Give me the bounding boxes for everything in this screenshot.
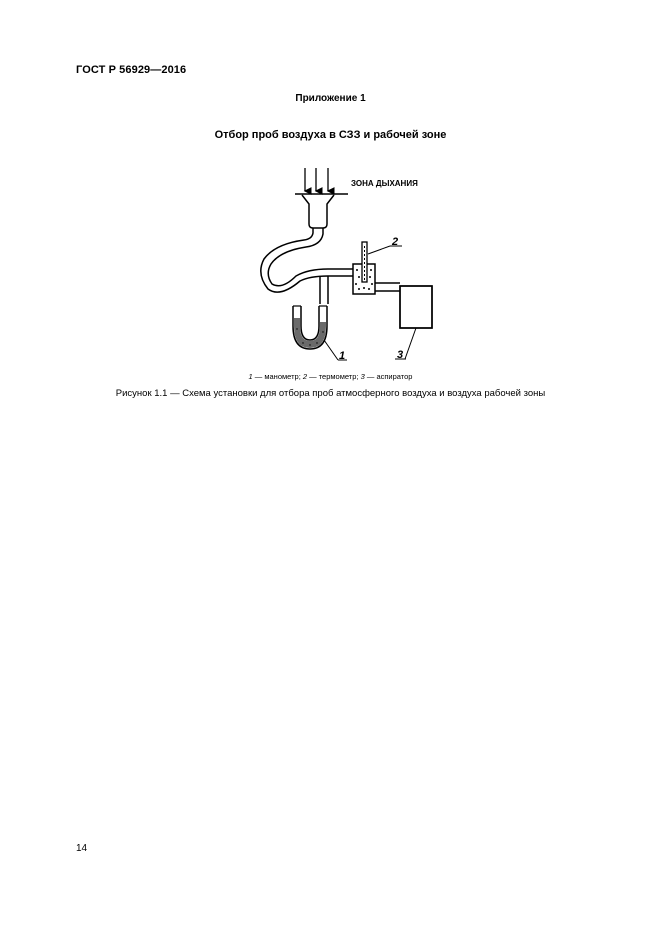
sampling-hose <box>261 228 353 292</box>
callout-3-leader <box>405 328 416 359</box>
manometer <box>293 306 327 349</box>
aspirator-connection <box>375 283 400 291</box>
figure-caption: Рисунок 1.1 — Схема установки для отбора проб атмосферного воздуха и воздуха рабочей зоны <box>115 388 546 399</box>
legend-sep-2: — <box>307 372 319 381</box>
legend-sep-3: — <box>364 372 377 381</box>
standard-code: ГОСТ Р 56929—2016 <box>76 64 187 76</box>
figure-legend: 1 — манометр; 2 — термометр; 3 — аспиратор <box>248 372 413 381</box>
legend-num-1: 1 <box>248 372 253 381</box>
manometer-branch <box>320 276 328 304</box>
callout-2: 2 <box>392 236 399 248</box>
callout-3: 3 <box>397 349 404 361</box>
zone-label: ЗОНА ДЫХАНИЯ <box>351 179 418 188</box>
aspirator <box>400 286 432 328</box>
air-flow-arrows <box>305 168 328 191</box>
callout-1-leader <box>324 340 338 360</box>
legend-text-2: термометр <box>318 372 357 381</box>
legend-text-1: манометр <box>264 372 299 381</box>
sampling-funnel <box>302 195 334 228</box>
sampling-setup-diagram <box>240 166 450 371</box>
legend-num-3: 3 <box>360 372 365 381</box>
callout-1: 1 <box>339 350 346 362</box>
thermometer-assembly <box>353 242 375 294</box>
legend-num-2: 2 <box>302 372 308 381</box>
legend-sep-1: — <box>252 372 265 381</box>
callout-2-leader <box>368 246 390 254</box>
appendix-title: Приложение 1 <box>295 93 366 104</box>
legend-text-3: аспиратор <box>376 372 413 381</box>
page-number: 14 <box>76 843 88 854</box>
section-title: Отбор проб воздуха в СЗЗ и рабочей зоне <box>214 129 447 141</box>
